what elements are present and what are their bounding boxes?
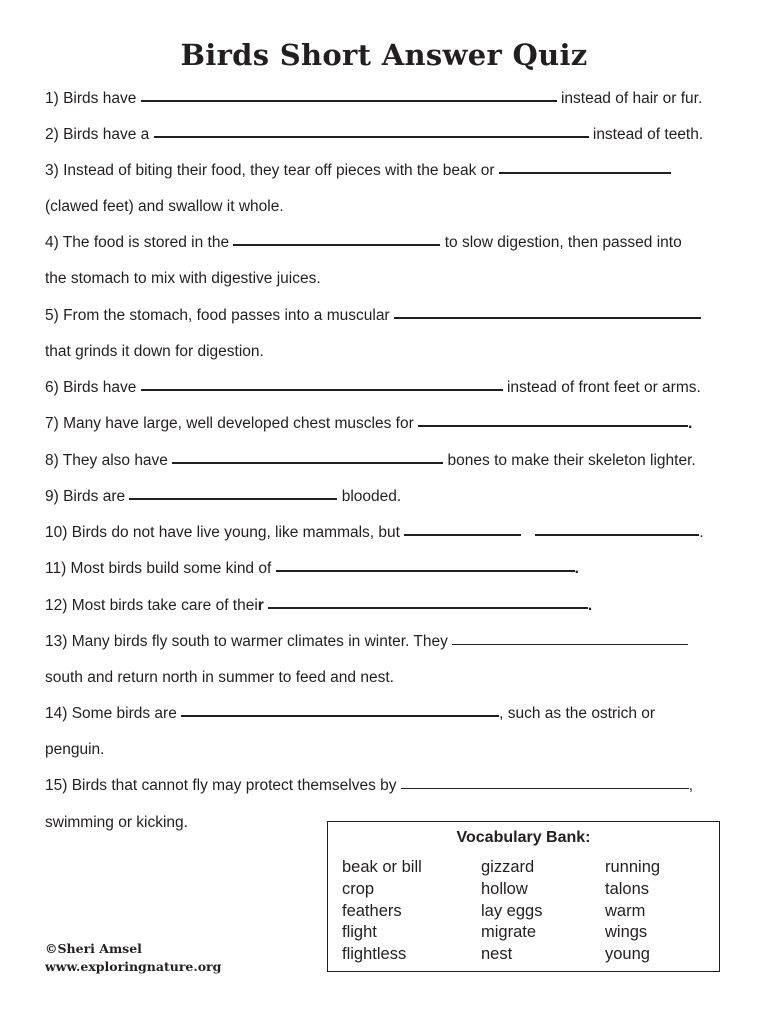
vocab-word: young bbox=[605, 945, 650, 964]
question-2: 2) Birds have a instead of teeth. bbox=[45, 126, 704, 143]
website-credit: www.exploringnature.org bbox=[45, 959, 222, 974]
vocab-word: wings bbox=[605, 923, 648, 942]
vocabulary-column-1 bbox=[342, 857, 422, 966]
answer-blank-8[interactable] bbox=[172, 461, 443, 464]
vocab-word: flightless bbox=[342, 945, 407, 964]
answer-blank-10b[interactable] bbox=[535, 533, 699, 536]
question-14: 14) Some birds are , such as the ostrich or bbox=[45, 705, 656, 722]
vocabulary-column-2 bbox=[481, 857, 542, 966]
answer-blank-4[interactable] bbox=[233, 243, 440, 246]
answer-blank-7[interactable] bbox=[418, 424, 688, 427]
answer-blank-5[interactable] bbox=[394, 316, 701, 319]
question-5: 5) From the stomach, food passes into a muscular bbox=[45, 306, 701, 326]
vocab-word: flight bbox=[342, 923, 377, 942]
answer-blank-9[interactable] bbox=[129, 497, 337, 500]
vocab-word: beak or bill bbox=[342, 858, 422, 876]
question-14-continued: penguin. bbox=[45, 741, 105, 758]
vocab-word: hollow bbox=[481, 879, 528, 898]
question-12: 12) Most birds take care of their . bbox=[45, 597, 593, 614]
vocab-word: gizzard bbox=[481, 858, 535, 876]
answer-blank-15[interactable] bbox=[401, 787, 689, 789]
question-7: 7) Many have large, well developed chest muscles for . bbox=[45, 415, 693, 432]
page-title: Birds Short Answer Quiz bbox=[180, 38, 588, 72]
question-4: 4) The food is stored in the to slow digestion, then passed into bbox=[45, 234, 682, 251]
answer-blank-13[interactable] bbox=[452, 643, 688, 645]
vocabulary-column-3 bbox=[605, 857, 660, 966]
question-6: 6) Birds have instead of front feet or arms. bbox=[45, 379, 701, 396]
vocabulary-bank-title: Vocabulary Bank: bbox=[456, 829, 591, 846]
question-10: 10) Birds do not have live young, like mammals, but . bbox=[45, 524, 704, 541]
question-15-continued: swimming or kicking. bbox=[45, 814, 188, 831]
vocab-word: migrate bbox=[481, 923, 537, 942]
question-8: 8) They also have bones to make their skeleton lighter. bbox=[45, 452, 696, 469]
question-3-continued: (clawed feet) and swallow it whole. bbox=[45, 198, 284, 215]
vocab-word: warm bbox=[605, 901, 646, 920]
vocabulary-bank bbox=[327, 821, 720, 972]
question-1: 1) Birds have instead of hair or fur. bbox=[45, 90, 703, 107]
question-5-continued: that grinds it down for digestion. bbox=[45, 343, 264, 360]
answer-blank-3[interactable] bbox=[499, 171, 671, 174]
vocab-word: crop bbox=[342, 879, 375, 898]
answer-blank-12[interactable] bbox=[268, 606, 588, 609]
credit bbox=[45, 940, 221, 976]
vocab-word: feathers bbox=[342, 901, 402, 920]
question-11: 11) Most birds build some kind of . bbox=[45, 560, 579, 577]
answer-blank-6[interactable] bbox=[141, 388, 503, 391]
vocab-word: lay eggs bbox=[481, 901, 543, 920]
vocab-word: running bbox=[605, 858, 661, 876]
answer-blank-10a[interactable] bbox=[404, 533, 521, 536]
question-15: 15) Birds that cannot fly may protect themselves by , bbox=[45, 777, 694, 794]
vocab-word: nest bbox=[481, 945, 513, 964]
question-13: 13) Many birds fly south to warmer climates in winter. They bbox=[45, 632, 688, 652]
vocab-word: talons bbox=[605, 879, 650, 898]
question-4-continued: the stomach to mix with digestive juices. bbox=[45, 270, 321, 287]
answer-blank-2[interactable] bbox=[154, 135, 589, 138]
answer-blank-14[interactable] bbox=[181, 714, 499, 717]
question-9: 9) Birds are blooded. bbox=[45, 488, 402, 505]
author-credit: ©Sheri Amsel bbox=[45, 941, 142, 956]
question-13-continued: south and return north in summer to feed and nest. bbox=[45, 669, 394, 686]
answer-blank-1[interactable] bbox=[141, 99, 557, 102]
question-3: 3) Instead of biting their food, they tear off pieces with the beak or bbox=[45, 161, 671, 181]
answer-blank-11[interactable] bbox=[276, 569, 575, 572]
